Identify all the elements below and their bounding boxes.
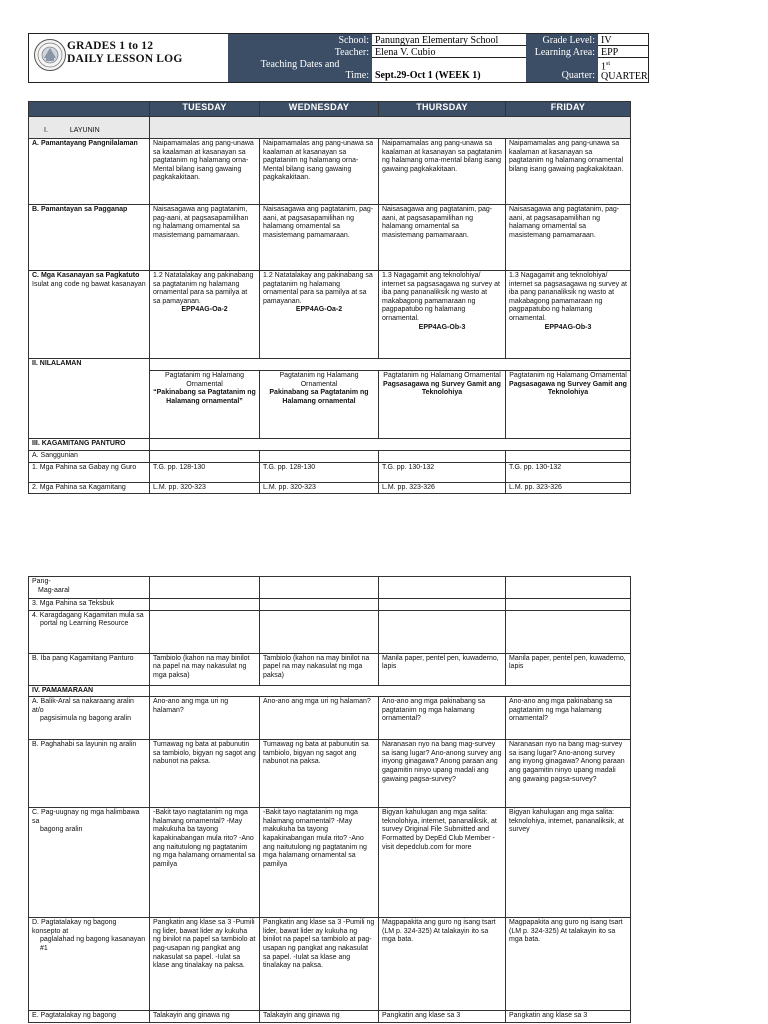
deped-seal-icon bbox=[33, 38, 67, 72]
cell-thursday: Ano-ano ang mga pakinabang sa pagtatanim ng mga halamang ornamental? bbox=[379, 697, 506, 740]
dates-label bbox=[228, 58, 372, 82]
day-header-blank bbox=[29, 102, 150, 117]
layunin-number: I. bbox=[44, 127, 48, 134]
cell-thursday: Pangkatin ang klase sa 3 bbox=[379, 1011, 506, 1023]
teksbuk-label: 3. Mga Pahina sa Teksbuk bbox=[29, 599, 150, 611]
gabay-label: 1. Mga Pahina sa Gabay ng Guro bbox=[29, 462, 150, 482]
cell-friday bbox=[506, 271, 631, 359]
quarter-number bbox=[601, 59, 645, 72]
nilalaman-title-row bbox=[29, 359, 631, 371]
cell-wednesday: Ano-ano ang mga uri ng halaman? bbox=[260, 697, 379, 740]
cell-tuesday bbox=[150, 451, 260, 463]
learning-resource-line1: 4. Karagdagang Kagamitan mula sa bbox=[32, 611, 144, 619]
cell-wednesday: Naisasagawa ang pagtatanim, pag-aani, at pagsasapamilihan ng halamang ornamental sa masistemang pamamaraan. bbox=[260, 205, 379, 271]
cell-wednesday bbox=[260, 451, 379, 463]
content-title: “Pakinabang sa Pagtatanim ng Halamang ornamental” bbox=[153, 389, 256, 405]
header-info-grid bbox=[228, 33, 649, 83]
teacher-value: Elena V. Cubio bbox=[372, 46, 526, 58]
cell-tuesday: Naipamamalas ang pang-unawa sa kaalaman at kasanayan sa pagtatanim ng halamang orna-Mental bilang isang gawaing pagkakakitaan. bbox=[150, 139, 260, 205]
quarter-text: QUARTER bbox=[601, 71, 648, 82]
quarter-sup: st bbox=[606, 61, 611, 67]
cell-tuesday: Ano-ano ang mga uri ng halaman? bbox=[150, 697, 260, 740]
cell-tuesday bbox=[150, 371, 260, 439]
cell-friday: Naisasagawa ang pagtatanim, pag-aani, at pagsasapamilihan ng halamang ornamental sa masistemang pamamaraan. bbox=[506, 205, 631, 271]
pagtatalakay-1-line2: paglalahad ng bagong kasanayan #1 bbox=[40, 936, 146, 952]
cell-tuesday: Talakayin ang ginawa ng bbox=[150, 1011, 260, 1023]
pamantayan-pagganap-row bbox=[29, 205, 631, 271]
cell-text: 1.2 Natatalakay ang pakinabang sa pagtatanim ng halamang ornamental para sa pamilya at sa pamayanan. bbox=[153, 272, 254, 305]
cell-tuesday: Pangkatin ang klase sa 3 -Pumili ng lider, bawat lider ay kukuha ng binilot na papel sa tambiolo at pag-usapan ng pangkat ang nakasulat sa papel. -Iulat sa klase ang tinalakay na paksa. bbox=[150, 918, 260, 1011]
cell-thursday: Bigyan kahulugan ang mga salita: teknolohiya, internet, pananaliksik, at survey Original File Submitted and Formatted by DepEd Club Member - visit depedclub.com for more bbox=[379, 808, 506, 918]
balik-aral-line2: pagsisimula ng bagong aralin bbox=[40, 715, 132, 723]
content-topic: Pagtatanim ng Halamang Ornamental bbox=[279, 372, 359, 388]
balik-aral-row bbox=[29, 697, 631, 740]
cell-thursday bbox=[379, 577, 506, 599]
mag-aaral-line2: Mag-aaral bbox=[38, 586, 70, 594]
cell-friday: Bigyan kahulugan ang mga salita: teknolohiya, internet, pananaliksik, at survey bbox=[506, 808, 631, 918]
cell-thursday: Naipamamalas ang pang-unawa sa kaalaman at kasanayan sa pagtatanim ng halamang orna-mental bilang isang gawaing pagkakakitaan. bbox=[379, 139, 506, 205]
day-header-wednesday: WEDNESDAY bbox=[260, 102, 379, 117]
quarter-value bbox=[598, 58, 648, 82]
cell-wednesday: Tumawag ng bata at pabunutin sa tambiolo, bigyan ng sagot ang nabunot na paksa. bbox=[260, 740, 379, 808]
header-title-line2: DAILY LESSON LOG bbox=[67, 53, 183, 65]
pagtatalakay-1-line1: D. Pagtatalakay ng bagong konsepto at bbox=[32, 919, 117, 935]
layunin-row bbox=[29, 117, 631, 139]
layunin-text: LAYUNIN bbox=[69, 127, 100, 134]
cell-friday: L.M. pp. 323-326 bbox=[506, 482, 631, 494]
day-header-tuesday: TUESDAY bbox=[150, 102, 260, 117]
area-value: EPP bbox=[598, 46, 648, 58]
cell-tuesday: Naisasagawa ang pagtatanim, pag-aani, at pagsasapamilihan ng halamang ornamental sa masistemang pamamaraan. bbox=[150, 205, 260, 271]
pamamaraan-label: IV. PAMAMARAAN bbox=[29, 685, 150, 697]
row-label: A. Pamantayang Pangnilalaman bbox=[29, 139, 150, 205]
cell-friday bbox=[506, 371, 631, 439]
cell-friday bbox=[506, 610, 631, 653]
cell-thursday bbox=[379, 271, 506, 359]
day-header-row bbox=[29, 102, 631, 117]
cell-wednesday: T.G. pp. 128-130 bbox=[260, 462, 379, 482]
pag-uugnay-row bbox=[29, 808, 631, 918]
cell-friday: T.G. pp. 130-132 bbox=[506, 462, 631, 482]
layunin-label bbox=[29, 117, 150, 139]
header-title-box bbox=[28, 33, 230, 83]
cell-friday: Naipamamalas ang pang-unawa sa kaalaman at kasanayan sa pagtatanim ng halamang ornamental bilang isang gawaing pagkakakitaan. bbox=[506, 139, 631, 205]
gabay-row bbox=[29, 462, 631, 482]
cell-tuesday: L.M. pp. 320-323 bbox=[150, 482, 260, 494]
competency-code: EPP4AG-Oa-2 bbox=[295, 306, 343, 314]
cell-thursday: Naisasagawa ang pagtatanim, pag-aani, at pagsasapamilihan ng halamang ornamental sa masistemang pamamaraan. bbox=[379, 205, 506, 271]
pagtatalakay-1-row bbox=[29, 918, 631, 1011]
cell-thursday bbox=[379, 371, 506, 439]
cell-wednesday: Talakayin ang ginawa ng bbox=[260, 1011, 379, 1023]
cell-wednesday bbox=[260, 271, 379, 359]
cell-tuesday bbox=[150, 271, 260, 359]
cell-thursday bbox=[379, 610, 506, 653]
cell-wednesday: L.M. pp. 320-323 bbox=[260, 482, 379, 494]
header-title bbox=[67, 40, 182, 66]
cell-text: 1.3 Nagagamit ang teknolohiya/ internet sa pagsasagawa ng survey at iba pang pananaliksik ng wasto at makabagong pamamaraan ng pagpapatubo ng halamang ornamental. bbox=[509, 272, 627, 322]
competency-code: EPP4AG-Ob-3 bbox=[544, 323, 592, 331]
mag-aaral-label bbox=[29, 577, 150, 599]
row-label-text: C. Mga Kasanayan sa Pagkatuto bbox=[32, 272, 140, 279]
kasanayan-row bbox=[29, 271, 631, 359]
cell-wednesday bbox=[260, 577, 379, 599]
content-title: Pakinabang sa Pagtatanim ng Halamang ornamental bbox=[269, 389, 369, 405]
cell-thursday: Manila paper, pentel pen, kuwaderno, lapis bbox=[379, 653, 506, 685]
cell-friday: Manila paper, pentel pen, kuwaderno, lapis bbox=[506, 653, 631, 685]
kagamitan-pahina-row bbox=[29, 482, 631, 494]
pag-uugnay-line2: bagong aralin bbox=[40, 826, 83, 834]
iba-pang-kagamitan-label: B. Iba pang Kagamitang Panturo bbox=[29, 653, 150, 685]
cell-friday: Magpapakita ang guro ng isang tsart (LM p. 324-325) At talakayin ito sa mga bata. bbox=[506, 918, 631, 1011]
paghahabi-label: B. Paghahabi sa layunin ng aralin bbox=[29, 740, 150, 808]
sanggunian-row bbox=[29, 451, 631, 463]
cell-tuesday bbox=[150, 599, 260, 611]
dates-label-line1: Teaching Dates and bbox=[260, 59, 340, 70]
cell-tuesday bbox=[150, 610, 260, 653]
kagamitan-pahina-label: 2. Mga Pahina sa Kagamitang bbox=[29, 482, 150, 494]
content-title: Pagsasagawa ng Survey Gamit ang Teknolohiya bbox=[509, 380, 627, 397]
kagamitan-row bbox=[29, 439, 631, 451]
quarter-label: Quarter: bbox=[526, 58, 598, 82]
cell-wednesday: Tambiolo (kahon na may binilot na papel na may nakasulat ng mga paksa) bbox=[260, 653, 379, 685]
cell-thursday: T.G. pp. 130-132 bbox=[379, 462, 506, 482]
lesson-table-top bbox=[28, 101, 631, 494]
day-header-friday: FRIDAY bbox=[506, 102, 631, 117]
learning-resource-row bbox=[29, 610, 631, 653]
row-label: B. Pamantayan sa Pagganap bbox=[29, 205, 150, 271]
cell-tuesday: Tambiolo (kahon na may binilot na papel na may nakasulat ng mga paksa) bbox=[150, 653, 260, 685]
cell-friday: Naranasan nyo na bang mag-survey sa isang lugar? Ano-anong survey ang inyong ginagawa? Anong paraan ang gagamitin ninyo upang madali ang gawaing pagsa-survey? bbox=[506, 740, 631, 808]
competency-code: EPP4AG-Oa-2 bbox=[181, 306, 228, 314]
cell-thursday bbox=[379, 599, 506, 611]
kagamitan-label: III. KAGAMITANG PANTURO bbox=[29, 439, 150, 451]
cell-wednesday bbox=[260, 599, 379, 611]
nilalaman-spacer bbox=[150, 359, 631, 371]
balik-aral-line1: A. Balik-Aral sa nakaraang aralin at/o bbox=[32, 698, 134, 714]
cell-tuesday: -Bakit tayo nagtatanim ng mga halamang ornamental? -May makukuha ba tayong kapakinabangan mula rito? -Ano ang naitutulong ng pagtatanim ng mga halamang ornamental sa pamilya bbox=[150, 808, 260, 918]
cell-thursday bbox=[379, 451, 506, 463]
iba-pang-kagamitan-row bbox=[29, 653, 631, 685]
cell-wednesday: -Bakit tayo nagtatanim ng mga halamang ornamental? -May makukuha ba tayong kapakinabangan mula rito? -Ano ang naitutulong ng pagtatanim ng mga halamang ornamental sa pamilya bbox=[260, 808, 379, 918]
paghahabi-row bbox=[29, 740, 631, 808]
cell-friday bbox=[506, 599, 631, 611]
day-header-thursday: THURSDAY bbox=[379, 102, 506, 117]
cell-wednesday bbox=[260, 371, 379, 439]
header bbox=[28, 33, 648, 83]
cell-friday bbox=[506, 577, 631, 599]
pagtatalakay-2-label: E. Pagtatalakay ng bagong bbox=[29, 1011, 150, 1023]
cell-thursday: L.M. pp. 323-326 bbox=[379, 482, 506, 494]
layunin-span bbox=[150, 117, 631, 139]
cell-friday bbox=[506, 451, 631, 463]
cell-thursday: Naranasan nyo na bang mag-survey sa isang lugar? Ano-anong survey ang inyong ginagawa? Anong paraan ang gagamitin ninyo upang madali ang gawaing pagsa-survey? bbox=[379, 740, 506, 808]
cell-wednesday bbox=[260, 610, 379, 653]
pamamaraan-row bbox=[29, 685, 631, 697]
content-topic: Pagtatanim ng Halamang Ornamental bbox=[509, 372, 627, 379]
dates-label-line2: Time: bbox=[345, 70, 369, 81]
competency-code: EPP4AG-Ob-3 bbox=[418, 323, 466, 331]
dates-value: Sept.29-Oct 1 (WEEK 1) bbox=[372, 58, 526, 82]
grade-label: Grade Level: bbox=[526, 34, 598, 46]
row-label-sub: Isulat ang code ng bawat kasanayan bbox=[32, 280, 146, 288]
school-label: School: bbox=[228, 34, 372, 46]
quarter-num: 1 bbox=[601, 61, 606, 73]
nilalaman-label: II. NILALAMAN bbox=[29, 359, 150, 439]
mag-aaral-line1: Pang- bbox=[32, 578, 51, 585]
cell-thursday: Magpapakita ang guro ng isang tsart (LM p. 324-325) At talakayin ito sa mga bata. bbox=[379, 918, 506, 1011]
cell-text: 1.3 Nagagamit ang teknolohiya/ internet sa pagsasagawa ng survey at iba pang pananaliksik ng wasto at makabagong pamamaraan ng pagpapatubo ng halamang ornamental. bbox=[382, 272, 500, 322]
cell-tuesday bbox=[150, 577, 260, 599]
content-topic: Pagtatanim ng Halamang Ornamental bbox=[165, 372, 244, 388]
balik-aral-label bbox=[29, 697, 150, 740]
cell-wednesday: Pangkatin ang klase sa 3 -Pumili ng lider, bawat lider ay kukuha ng binilot na papel sa tambiolo at pag-usapan ng pangkat ang nakasulat sa papel. -Iulat sa klase ang tinalakay na paksa. bbox=[260, 918, 379, 1011]
pamamaraan-span bbox=[150, 685, 631, 697]
pag-uugnay-label bbox=[29, 808, 150, 918]
pagtatalakay-1-label bbox=[29, 918, 150, 1011]
cell-friday: Ano-ano ang mga pakinabang sa pagtatanim ng mga halamang ornamental? bbox=[506, 697, 631, 740]
content-title: Pagsasagawa ng Survey Gamit ang Teknolohiya bbox=[383, 380, 501, 397]
learning-resource-line2: portal ng Learning Resource bbox=[40, 620, 129, 628]
teacher-label: Teacher: bbox=[228, 46, 372, 58]
cell-wednesday: Naipamamalas ang pang-unawa sa kaalaman at kasanayan sa pagtatanim ng halamang orna-Mental bilang isang gawaing pagkakakitaan. bbox=[260, 139, 379, 205]
lesson-table-bottom bbox=[28, 576, 631, 1023]
cell-text: 1.2 Natatalakay ang pakinabang sa pagtatanim ng halamang ornamental para sa pamilya at sa pamayanan. bbox=[263, 272, 373, 305]
content-topic: Pagtatanim ng Halamang Ornamental bbox=[383, 372, 501, 379]
school-value: Panungyan Elementary School bbox=[372, 34, 526, 46]
pagtatalakay-2-row bbox=[29, 1011, 631, 1023]
row-label bbox=[29, 271, 150, 359]
teksbuk-row bbox=[29, 599, 631, 611]
grade-value: IV bbox=[598, 34, 648, 46]
area-label: Learning Area: bbox=[526, 46, 598, 58]
cell-tuesday: T.G. pp. 128-130 bbox=[150, 462, 260, 482]
header-title-line1: GRADES 1 to 12 bbox=[67, 40, 154, 52]
pamantayang-pangnilalaman-row bbox=[29, 139, 631, 205]
pag-uugnay-line1: C. Pag-uugnay ng mga halimbawa sa bbox=[32, 809, 140, 825]
learning-resource-label bbox=[29, 610, 150, 653]
sanggunian-label: A. Sanggunian bbox=[29, 451, 150, 463]
kagamitan-span bbox=[150, 439, 631, 451]
cell-tuesday: Tumawag ng bata at pabunutin sa tambiolo, bigyan ng sagot ang nabunot na paksa. bbox=[150, 740, 260, 808]
cell-friday: Pangkatin ang klase sa 3 bbox=[506, 1011, 631, 1023]
mag-aaral-row bbox=[29, 577, 631, 599]
